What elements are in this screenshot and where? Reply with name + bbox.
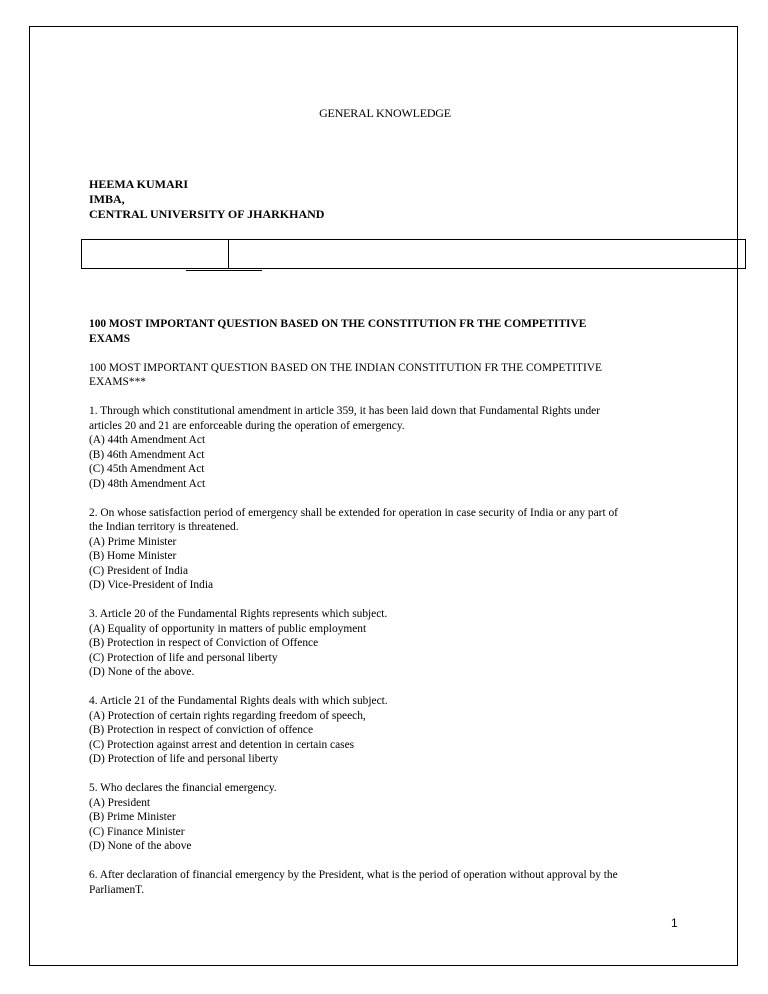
- question-text: 6. After declaration of financial emergency by the President, what is the period of operation without approval by the: [89, 869, 618, 881]
- question-text: 3. Article 20 of the Fundamental Rights represents which subject.: [89, 608, 388, 620]
- option-c: (C) President of India: [89, 564, 189, 577]
- info-table-left-cell: [82, 240, 229, 268]
- option-a: (A) Equality of opportunity in matters of public employment: [89, 622, 367, 635]
- option-c: (C) Protection of life and personal liberty: [89, 651, 278, 664]
- option-d: (D) Protection of life and personal liberty: [89, 753, 279, 765]
- question-4: [89, 694, 689, 767]
- info-table: [81, 239, 746, 269]
- question-1: [89, 404, 689, 491]
- question-text: 4. Article 21 of the Fundamental Rights deals with which subject.: [89, 695, 388, 707]
- option-d: (D) Vice-President of India: [89, 579, 214, 591]
- option-d: (D) None of the above: [89, 840, 192, 852]
- author-university: CENTRAL UNIVERSITY OF JHARKHAND: [89, 207, 325, 221]
- question-text: the Indian territory is threatened.: [89, 521, 239, 533]
- question-6: [89, 868, 689, 897]
- option-b: (B) Protection in respect of conviction of offence: [89, 724, 314, 736]
- question-text: 5. Who declares the financial emergency.: [89, 782, 277, 794]
- document-title: GENERAL KNOWLEDGE: [319, 106, 451, 120]
- heading-bold: [89, 317, 689, 346]
- author-program: IMBA,: [89, 192, 125, 206]
- option-b: (B) Prime Minister: [89, 811, 176, 823]
- heading-bold-line: EXAMS: [89, 332, 131, 345]
- heading-regular-line: 100 MOST IMPORTANT QUESTION BASED ON THE INDIAN CONSTITUTION FR THE COMPETITIVE: [89, 361, 602, 374]
- heading-regular: [89, 361, 689, 390]
- option-a: (A) Protection of certain rights regarding freedom of speech,: [89, 709, 366, 722]
- question-text: 1. Through which constitutional amendment in article 359, it has been laid down that Fundamental Rights under: [89, 405, 601, 417]
- option-b: (B) Home Minister: [89, 550, 177, 562]
- option-d: (D) 48th Amendment Act: [89, 477, 206, 490]
- author-name: HEEMA KUMARI: [89, 177, 188, 191]
- underline-mark: [186, 270, 262, 271]
- question-text: 2. On whose satisfaction period of emergency shall be extended for operation in case security of India or any part of: [89, 506, 618, 519]
- question-text: ParliamenT.: [89, 883, 145, 896]
- document-content: [89, 317, 689, 912]
- question-2: [89, 506, 689, 593]
- option-c: (C) Protection against arrest and detention in certain cases: [89, 738, 355, 751]
- option-a: (A) 44th Amendment Act: [89, 434, 206, 446]
- question-5: [89, 781, 689, 854]
- question-3: [89, 607, 689, 680]
- page-number: 1: [671, 916, 678, 930]
- question-text: articles 20 and 21 are enforceable during the operation of emergency.: [89, 419, 405, 432]
- heading-bold-line: 100 MOST IMPORTANT QUESTION BASED ON THE CONSTITUTION FR THE COMPETITIVE: [89, 318, 587, 330]
- option-d: (D) None of the above.: [89, 666, 195, 678]
- option-a: (A) Prime Minister: [89, 535, 177, 548]
- heading-regular-line: EXAMS***: [89, 376, 146, 388]
- author-block: [89, 177, 324, 222]
- option-c: (C) 45th Amendment Act: [89, 463, 205, 475]
- option-c: (C) Finance Minister: [89, 825, 185, 838]
- option-a: (A) President: [89, 796, 151, 809]
- option-b: (B) Protection in respect of Conviction of Offence: [89, 637, 319, 649]
- option-b: (B) 46th Amendment Act: [89, 448, 205, 461]
